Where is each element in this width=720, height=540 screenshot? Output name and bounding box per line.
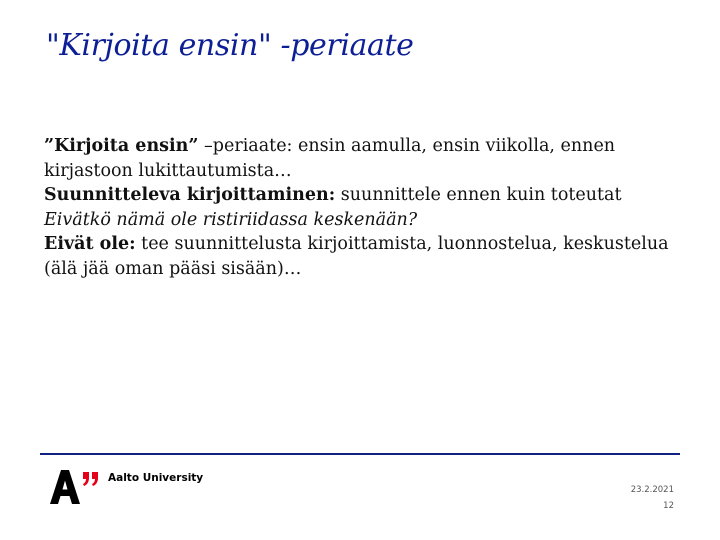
- body-paragraph-3-italic: Eivätkö nämä ole ristiriidassa keskenään?: [44, 209, 418, 230]
- logo-text: Aalto University: [108, 472, 204, 484]
- slide-body: [44, 134, 684, 281]
- footer-date: 23.2.2021: [630, 485, 674, 495]
- aalto-logo: [50, 470, 210, 504]
- body-paragraph-1-strong: ”Kirjoita ensin”: [44, 136, 199, 156]
- footer-meta: [631, 482, 674, 514]
- body-paragraph-2-strong: Suunnitteleva kirjoittaminen:: [44, 185, 336, 205]
- body-paragraph-1: [44, 134, 684, 183]
- body-paragraph-2: [44, 183, 684, 208]
- body-paragraph-4-strong: Eivät ole:: [44, 234, 136, 254]
- page-number: 12: [663, 501, 674, 511]
- slide-title: "Kirjoita ensin" -periaate: [46, 28, 414, 63]
- body-paragraph-1-text: –periaate: ensin aamulla, ensin viikolla, ennen kirjastoon lukittautumista…: [44, 136, 616, 181]
- body-paragraph-2-text: suunnittele ennen kuin toteutat: [335, 185, 622, 205]
- body-paragraph-4: [44, 232, 684, 281]
- body-paragraph-4-text: tee suunnittelusta kirjoittamista, luonnostelua, keskustelua (älä jää oman pääsi sisään)…: [44, 234, 669, 279]
- aalto-logo-icon: [50, 470, 102, 504]
- body-paragraph-3: [44, 208, 684, 233]
- footer-divider: [40, 453, 680, 455]
